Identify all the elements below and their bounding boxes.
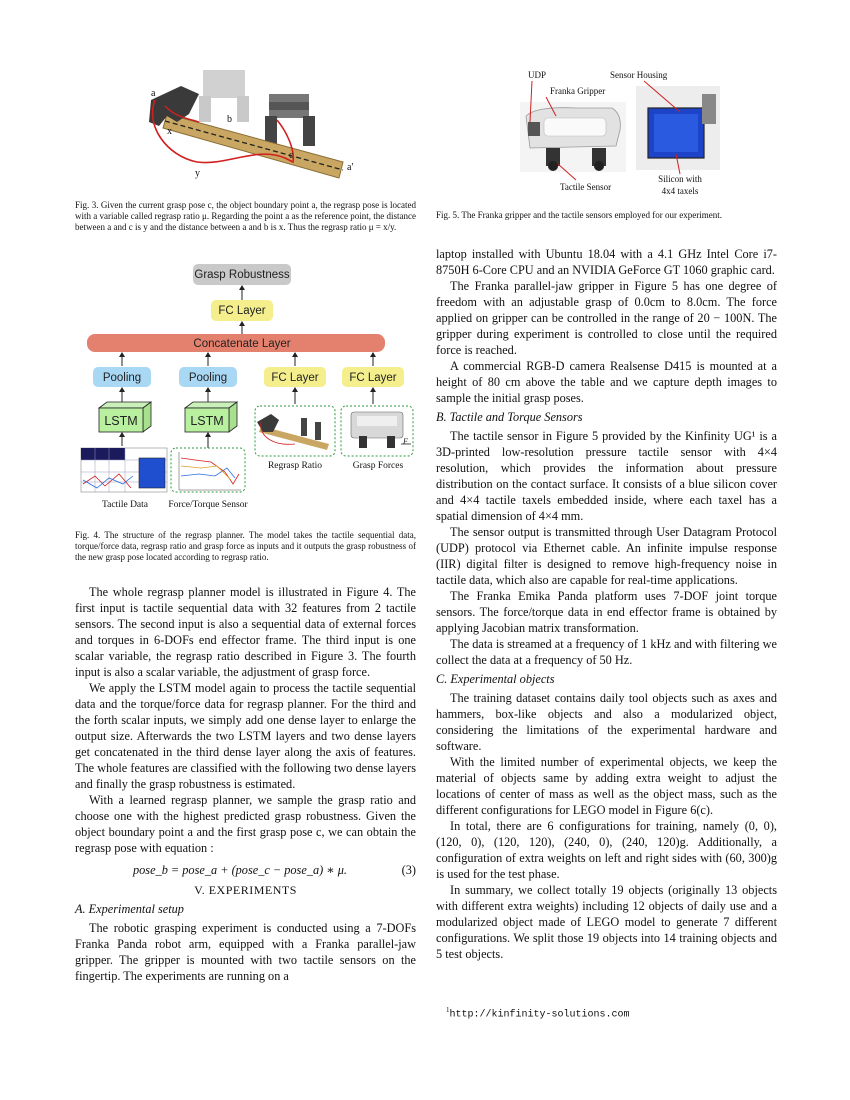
paragraph: The sensor output is transmitted through User Datagram Protocol (UDP) protocol via Ethernet cable. An infinite impulse response (IIR) digital filter is designed to remove high-frequency noise in tactile data, which also are capable for real-time applications. bbox=[436, 525, 777, 587]
paragraph: laptop installed with Ubuntu 18.04 with a 4.1 GHz Intel Core i7-8750H 6-Core CPU and an NVIDIA GeForce GT 1060 graphic card. bbox=[436, 247, 777, 277]
taxels-label: 4x4 taxels bbox=[661, 186, 699, 196]
figure-5-caption: Fig. 5. The Franka gripper and the tactile sensors employed for our experiment. bbox=[436, 210, 723, 220]
lstm-label-1: LSTM bbox=[104, 414, 138, 428]
section-heading: V. EXPERIMENTS bbox=[194, 883, 297, 897]
sensor-housing-photo bbox=[636, 86, 720, 170]
lstm-block-1 bbox=[99, 402, 151, 432]
subsection-heading-b: B. Tactile and Torque Sensors bbox=[436, 410, 583, 424]
label-b: b bbox=[227, 114, 232, 125]
force-torque-label: Force/Torque Sensor bbox=[168, 500, 248, 510]
sensor-housing-label: Sensor Housing bbox=[610, 70, 668, 80]
footnote-mark: 1 bbox=[446, 1006, 450, 1014]
left-body-text bbox=[75, 584, 416, 984]
label-a-prime: a' bbox=[347, 162, 354, 173]
paragraph: The data is streamed at a frequency of 1 kHz and with filtering we collect the data at a frequency of 50 Hz. bbox=[436, 637, 777, 667]
figure-3-regrasp-illustration bbox=[137, 66, 427, 184]
force-symbol: F bbox=[403, 437, 408, 446]
lstm-block-2 bbox=[185, 402, 237, 432]
tactile-sensor-label: Tactile Sensor bbox=[560, 182, 612, 192]
subsection-heading-a: A. Experimental setup bbox=[75, 902, 184, 916]
grasp-forces-image bbox=[341, 406, 413, 456]
label-x: x bbox=[167, 126, 172, 137]
udp-label: UDP bbox=[528, 70, 547, 80]
concatenate-layer-label: Concatenate Layer bbox=[193, 338, 291, 350]
paragraph: We apply the LSTM model again to process the tactile sequential data and the torque/force data for regrasp planner. For the third and the forth scalar inputs, we simply add one dense layer to enlarge the output size. Afterwards the two LSTM layers and two dense layers get concatenated in the third dense layer along the axis of features. The whole features are classified with the following two dense layers and finally the grasp robustness is estimated. bbox=[75, 681, 416, 791]
equation-number: (3) bbox=[401, 863, 416, 877]
lstm-label-2: LSTM bbox=[190, 414, 224, 428]
footnote bbox=[446, 1006, 630, 1020]
figure-3-caption: Fig. 3. Given the current grasp pose c, the object boundary point a, the regrasp pose is located with a variable called regrasp ratio μ. Regarding the point a as the reference point, the distance between a and c is y and the distance between a and b is x. Thus the regrasp ratio μ = x/y. bbox=[75, 200, 416, 232]
silicon-label: Silicon with bbox=[658, 174, 702, 184]
paragraph: A commercial RGB-D camera Realsense D415 is mounted at a height of 80 cm above the table and we capture depth images to sample the initial grasp poses. bbox=[436, 359, 777, 405]
regrasp-ratio-image bbox=[255, 406, 335, 456]
figure-4-architecture bbox=[75, 262, 416, 512]
grasp-robustness-label: Grasp Robustness bbox=[194, 269, 290, 281]
figure-4-caption: Fig. 4. The structure of the regrasp planner. The model takes the tactile sequential data, torque/force data, regrasp ratio and grasp force as inputs and it outputs the grasp robustness of the new grasp pose located according to regrasp ratio. bbox=[75, 530, 416, 562]
hammer-handle bbox=[163, 114, 343, 178]
paragraph: With a learned regrasp planner, we sample the grasp ratio and choose one with the highest predicted grasp robustness. Given the object boundary point a and the first grasp pose c, we can obtain the regrasp pose with equation : bbox=[75, 793, 416, 855]
pooling-label-2: Pooling bbox=[188, 372, 228, 384]
tactile-data-label: Tactile Data bbox=[101, 500, 149, 510]
paragraph: The robotic grasping experiment is conducted using a 7-DOFs Franka Panda robot arm, equipped with a Franka parallel-jaw gripper. The gripper is mounted with two tactile sensors on the fingertip. The experiments are running on a bbox=[75, 921, 416, 983]
franka-gripper-label: Franka Gripper bbox=[550, 86, 606, 96]
paragraph: The training dataset contains daily tool objects such as axes and hammers, box-like objects and also a modularized object, considering the limitations of the experimental hardware and software. bbox=[436, 691, 777, 753]
regrasp-ratio-label: Regrasp Ratio bbox=[267, 461, 323, 471]
grasp-forces-label: Grasp Forces bbox=[352, 461, 404, 471]
footnote-url[interactable]: http://kinfinity-solutions.com bbox=[449, 1009, 630, 1021]
figure-5-gripper-sensors bbox=[516, 66, 786, 200]
pooling-label-1: Pooling bbox=[102, 372, 142, 384]
paragraph: The tactile sensor in Figure 5 provided by the Kinfinity UG¹ is a 3D-printed low-resolution pressure tactile sensor with 4×4 resolution, which provides the information about pressure distribution on the contact surface. It consists of a blue silicon cover and 4×4 tactile taxels embedded inside, where each taxel has a spatial dimension of 4×4 mm. bbox=[436, 429, 777, 523]
franka-gripper-photo bbox=[520, 102, 626, 172]
right-body-text bbox=[436, 246, 777, 962]
force-torque-image bbox=[171, 448, 245, 492]
label-c: c bbox=[289, 150, 294, 161]
fc-layer-label-3: FC Layer bbox=[271, 372, 319, 384]
paragraph: In total, there are 6 configurations for training, namely (0, 0), (120, 0), (120, 120), (240, 0), (240, 120)g. Additionally, a configuration of extra weights on left and right sides with (60, 300)g is used for the test phase. bbox=[436, 819, 777, 881]
label-a: a bbox=[151, 88, 156, 99]
paragraph: With the limited number of experimental objects, we keep the material of objects same by adding extra weight to adjust the locations of center of mass as well as the object mass, such as the different configurations for LEGO model in Figure 6(c). bbox=[436, 755, 777, 817]
paragraph: The Franka Emika Panda platform uses 7-DOF joint torque sensors. The force/torque data in end effector frame is obtained by applying Jacobian matrix transformation. bbox=[436, 589, 777, 635]
equation-3 bbox=[75, 862, 416, 878]
fc-layer-top-label: FC Layer bbox=[218, 305, 266, 317]
paragraph: The Franka parallel-jaw gripper in Figure 5 has one degree of freedom with an adjustable grasp of 0.0cm to 8.0cm. The force applied on gripper can be controlled in the range of 20 − 100N. The gripper during experiment is controlled to close until the required force is reached. bbox=[436, 279, 777, 357]
fc-layer-label-4: FC Layer bbox=[349, 372, 397, 384]
subsection-heading-c: C. Experimental objects bbox=[436, 672, 555, 686]
equation-body: pose_b = pose_a + (pose_c − pose_a) ∗ μ. bbox=[133, 863, 347, 877]
robot-gripper bbox=[265, 94, 315, 146]
tactile-data-image bbox=[81, 448, 167, 492]
paragraph: The whole regrasp planner model is illustrated in Figure 4. The first input is tactile sequential data with 32 features from 2 tactile sensors. The second input is also a sequential data of external forces and torques in 6-DOFs end effector frame. The third input is one scalar variable, the regrasp ratio described in Figure 3. The fourth input is also a scalar variable, the adjustment of grasp force. bbox=[75, 585, 416, 679]
ghost-gripper bbox=[199, 70, 249, 122]
paragraph: In summary, we collect totally 19 objects (originally 13 objects with different extra weights) including 12 objects of daily use and a modularized object made of LEGO model to generate 7 different configurations. We split those 19 objects into 14 training objects and 5 test objects. bbox=[436, 883, 777, 961]
label-y: y bbox=[195, 168, 200, 179]
